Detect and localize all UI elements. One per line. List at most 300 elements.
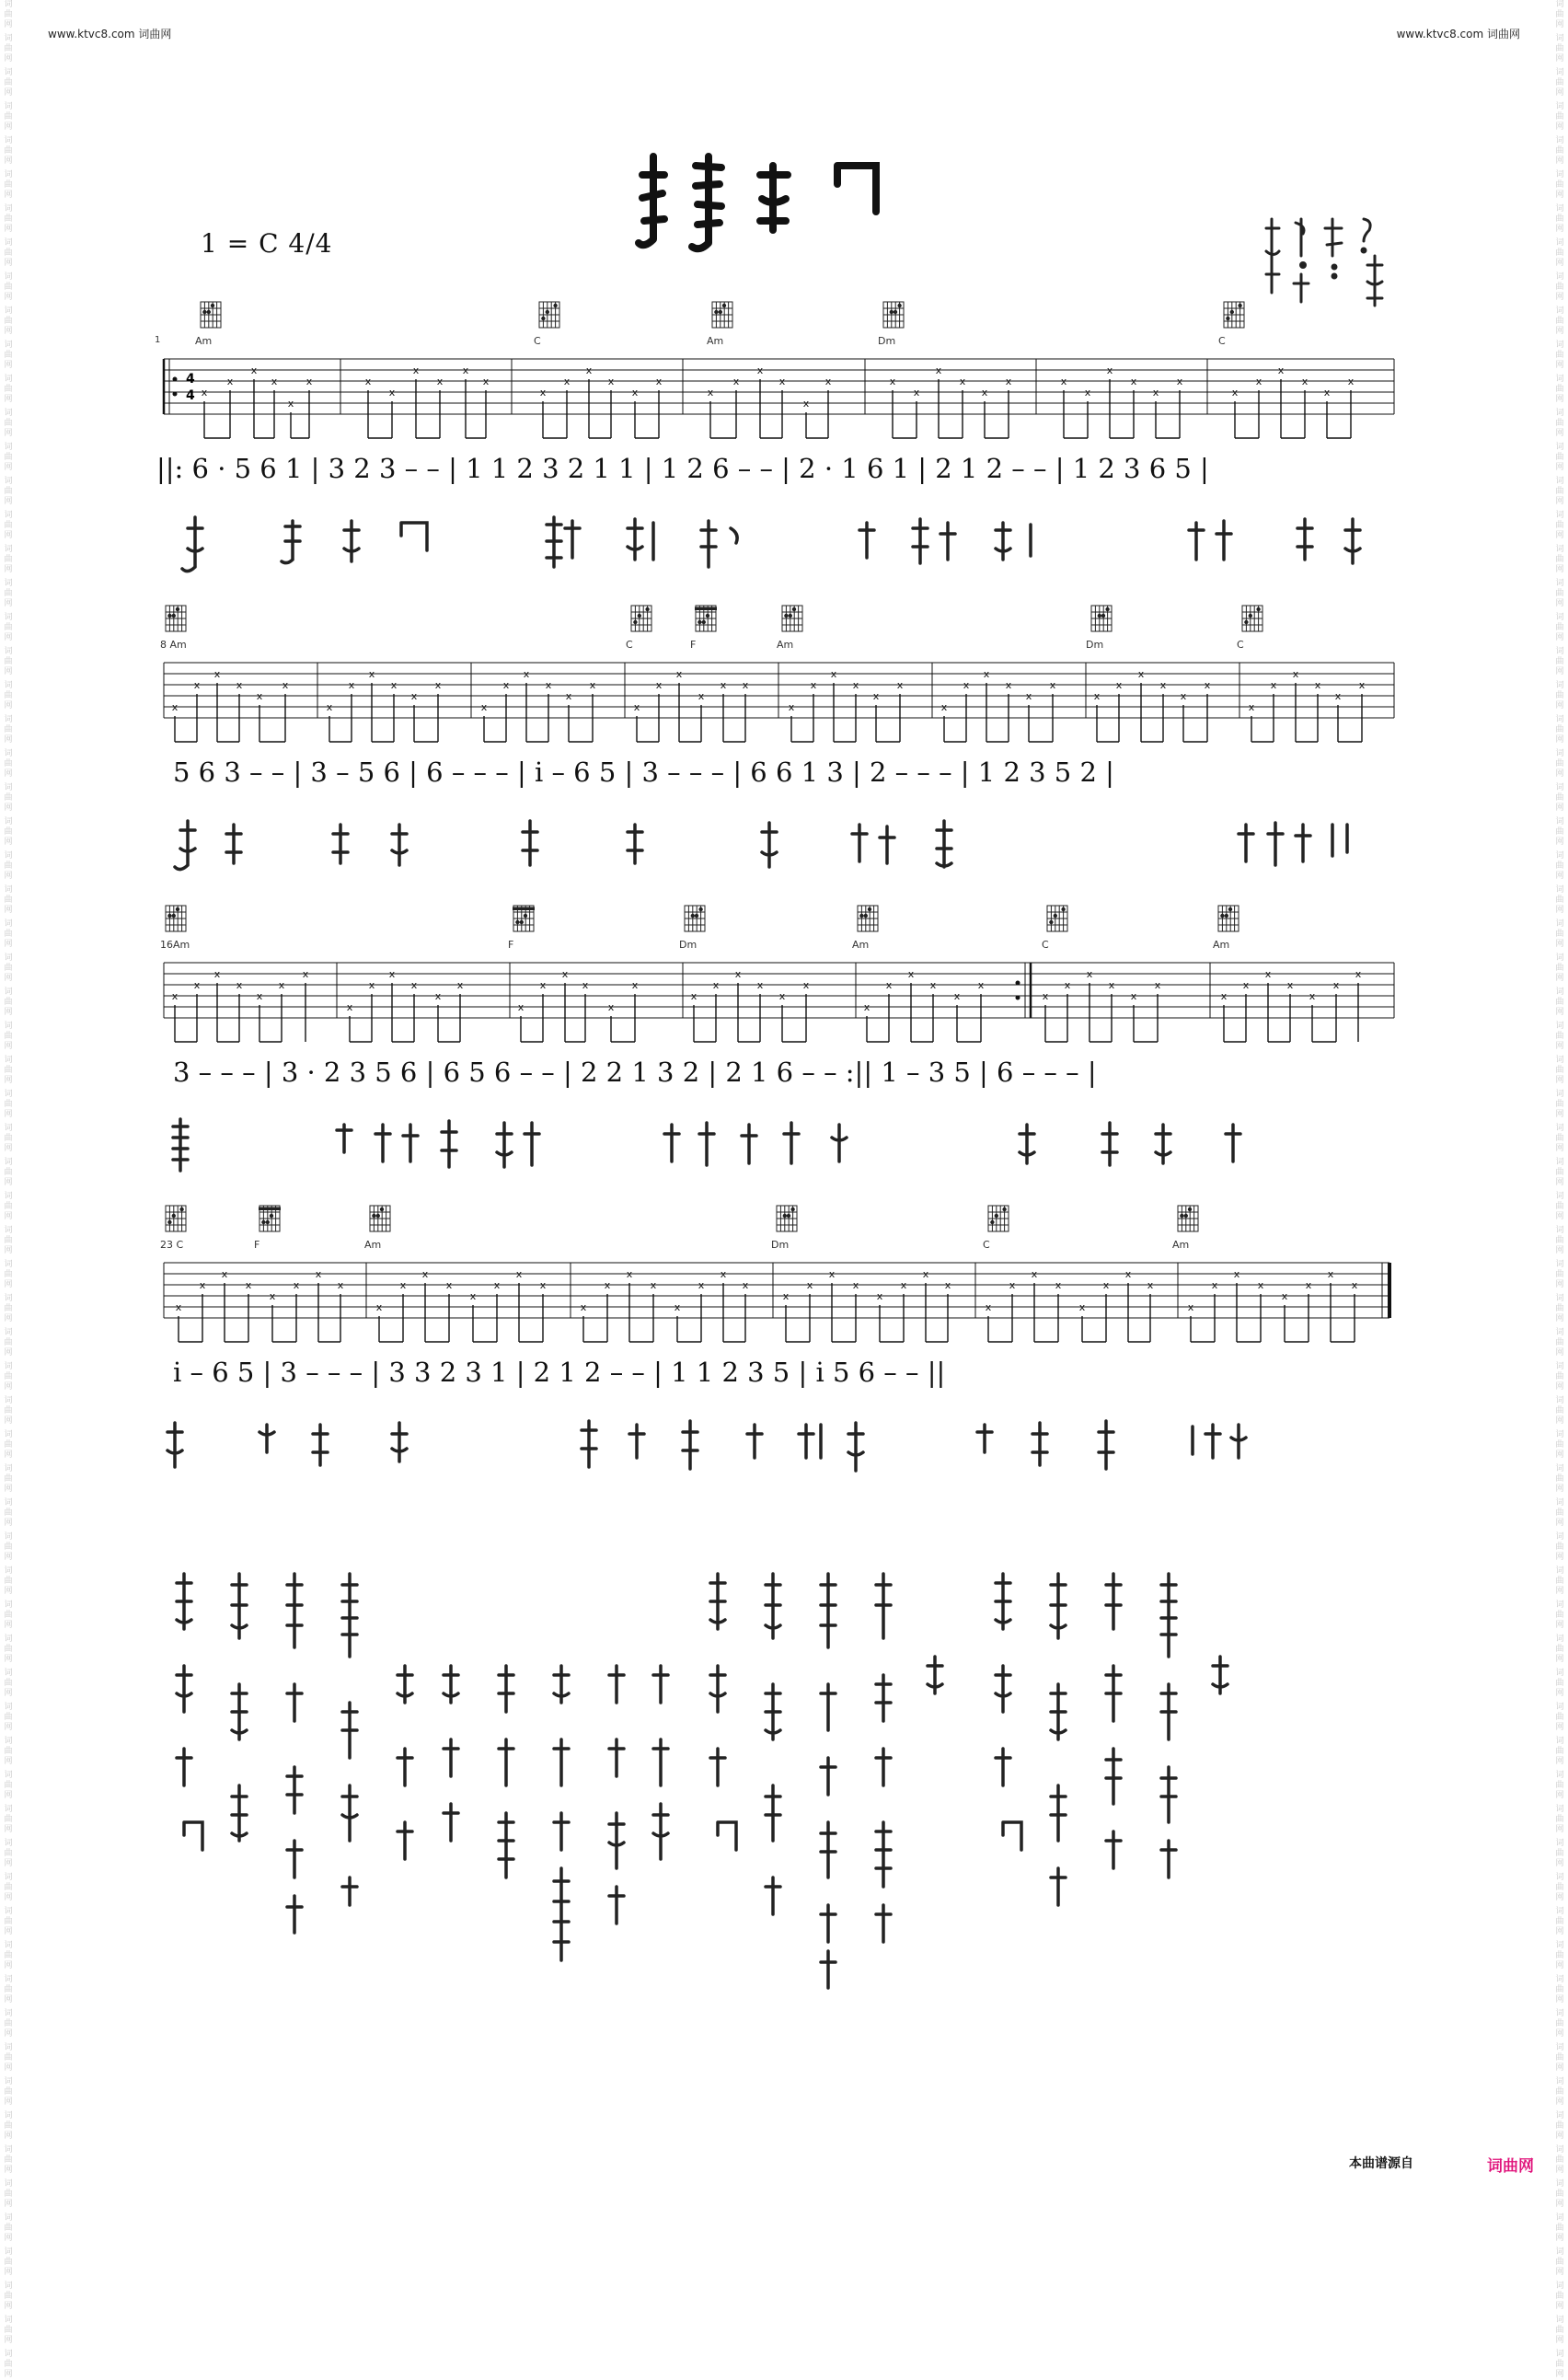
watermark-text: 词曲网: [4, 1294, 13, 1323]
watermark-text: 词曲网: [4, 1328, 13, 1358]
svg-text:x: x: [1332, 979, 1340, 991]
watermark-text: 词曲网: [4, 1975, 13, 2005]
watermark-text: 词曲网: [4, 34, 13, 64]
watermark-text: 词曲网: [1555, 647, 1564, 676]
svg-text:x: x: [480, 701, 488, 713]
svg-text:x: x: [539, 387, 547, 399]
watermark-text: 词曲网: [4, 2009, 13, 2039]
chord-diagram-c: 23 C: [162, 1200, 199, 1241]
svg-text:x: x: [469, 1290, 477, 1302]
svg-text:x: x: [830, 668, 837, 680]
site-url-left[interactable]: www.ktvc8.com 词曲网: [48, 28, 172, 40]
svg-text:x: x: [278, 979, 285, 991]
watermark-text: 词曲网: [1555, 1022, 1564, 1051]
svg-text:x: x: [940, 701, 948, 713]
svg-text:x: x: [410, 979, 418, 991]
watermark-text: 词曲网: [4, 1805, 13, 1834]
svg-text:x: x: [698, 1279, 705, 1291]
watermark-text: 词曲网: [4, 409, 13, 438]
watermark-text: 词曲网: [1555, 2316, 1564, 2345]
verse-lyrics-block-3: [985, 1565, 1261, 1951]
svg-text:x: x: [375, 1301, 383, 1313]
svg-text:x: x: [604, 1279, 611, 1291]
svg-text:x: x: [1187, 1301, 1194, 1313]
svg-text:x: x: [953, 990, 961, 1002]
svg-text:x: x: [788, 701, 795, 713]
watermark-text: 词曲网: [1555, 1328, 1564, 1358]
verse-lyrics-block-1: [156, 1565, 672, 1988]
chord-diagram-row: 1 Am C Am Dm C: [156, 296, 1399, 353]
svg-text:x: x: [698, 690, 705, 702]
svg-text:x: x: [655, 679, 663, 691]
svg-text:x: x: [563, 375, 571, 387]
svg-text:x: x: [1264, 968, 1272, 980]
watermark-text: 词曲网: [1555, 1669, 1564, 1698]
watermark-text: 词曲网: [4, 953, 13, 983]
watermark-text: 词曲网: [4, 102, 13, 132]
svg-text:x: x: [650, 1279, 657, 1291]
watermark-text: 词曲网: [1555, 2213, 1564, 2243]
svg-text:x: x: [913, 387, 920, 399]
svg-text:x: x: [582, 979, 589, 991]
guitar-tab-staff: [156, 657, 1399, 749]
svg-text:x: x: [315, 1268, 322, 1280]
svg-text:x: x: [778, 375, 786, 387]
chord-diagram-am: Am: [366, 1200, 403, 1241]
svg-text:x: x: [889, 375, 896, 387]
key-signature: 1 = C 4/4: [201, 228, 333, 259]
svg-text:x: x: [983, 668, 990, 680]
watermark-text: 词曲网: [1555, 885, 1564, 915]
svg-text:x: x: [1130, 375, 1137, 387]
svg-text:x: x: [368, 979, 375, 991]
chord-diagram-am: Am: [1215, 900, 1251, 941]
watermark-text: 词曲网: [4, 1430, 13, 1460]
chord-diagram-am: Am: [1174, 1200, 1211, 1241]
svg-text:x: x: [523, 668, 530, 680]
svg-text:x: x: [631, 979, 639, 991]
watermark-text: 词曲网: [4, 238, 13, 268]
watermark-text: 词曲网: [4, 1703, 13, 1732]
svg-text:x: x: [1086, 968, 1093, 980]
svg-text:x: x: [802, 979, 810, 991]
svg-text:x: x: [1154, 979, 1161, 991]
watermark-text: 词曲网: [4, 1907, 13, 1936]
svg-text:x: x: [1060, 375, 1067, 387]
watermark-text: 词曲网: [4, 613, 13, 642]
svg-text:x: x: [981, 387, 988, 399]
watermark-text: 词曲网: [4, 2043, 13, 2073]
chord-diagram-c: C: [985, 1200, 1021, 1241]
watermark-text: 词曲网: [1555, 102, 1564, 132]
chord-diagram-dm: Dm: [773, 1200, 810, 1241]
watermark-text: 词曲网: [1555, 341, 1564, 370]
watermark-text: 词曲网: [1555, 204, 1564, 234]
svg-text:x: x: [1124, 1268, 1132, 1280]
svg-text:x: x: [580, 1301, 587, 1313]
svg-text:x: x: [515, 1268, 523, 1280]
mongolian-lyrics-line: [156, 1412, 1399, 1485]
chord-diagram-am: 16Am: [162, 900, 199, 941]
svg-text:x: x: [782, 1290, 790, 1302]
svg-text:x: x: [1159, 679, 1167, 691]
svg-text:x: x: [778, 990, 786, 1002]
svg-text:x: x: [1049, 679, 1056, 691]
watermark-text: 词曲网: [1555, 1362, 1564, 1392]
watermark-text: 词曲网: [1555, 1294, 1564, 1323]
watermark-text: 词曲网: [4, 136, 13, 166]
svg-text:x: x: [944, 1279, 951, 1291]
svg-text:x: x: [655, 375, 663, 387]
svg-text:x: x: [607, 1001, 615, 1013]
svg-text:x: x: [732, 375, 740, 387]
svg-text:x: x: [1255, 375, 1262, 387]
svg-text:x: x: [1115, 679, 1123, 691]
guitar-tab-staff: [156, 353, 1399, 445]
watermark-text: 词曲网: [1555, 2282, 1564, 2311]
svg-text:x: x: [1323, 387, 1331, 399]
svg-text:x: x: [221, 1268, 228, 1280]
svg-text:x: x: [388, 968, 396, 980]
svg-text:x: x: [900, 1279, 907, 1291]
svg-text:x: x: [935, 364, 942, 376]
svg-text:x: x: [326, 701, 333, 713]
svg-text:x: x: [539, 979, 547, 991]
watermark-text: 词曲网: [4, 1771, 13, 1800]
svg-text:x: x: [1292, 668, 1299, 680]
watermark-text: 词曲网: [4, 1669, 13, 1698]
svg-text:x: x: [633, 701, 640, 713]
svg-text:x: x: [852, 679, 859, 691]
source-site-link[interactable]: 词曲网: [1487, 2157, 1534, 2176]
watermark-text: 词曲网: [1555, 681, 1564, 711]
svg-text:x: x: [434, 990, 442, 1002]
svg-text:x: x: [756, 364, 764, 376]
svg-text:x: x: [517, 1001, 525, 1013]
chord-diagram-c: C: [536, 296, 572, 337]
svg-text:x: x: [885, 979, 893, 991]
watermark-text: 词曲网: [4, 306, 13, 336]
svg-text:x: x: [734, 968, 742, 980]
watermark-text: 词曲网: [4, 2077, 13, 2107]
watermark-text: 词曲网: [4, 272, 13, 302]
chord-diagram-dm: Dm: [1088, 600, 1124, 641]
svg-text:x: x: [199, 1279, 206, 1291]
watermark-text: 词曲网: [1555, 579, 1564, 608]
svg-text:x: x: [675, 668, 683, 680]
watermark-text: 词曲网: [1555, 2350, 1564, 2379]
watermark-text: 词曲网: [4, 885, 13, 915]
watermark-text: 词曲网: [4, 1260, 13, 1289]
watermark-text: 词曲网: [4, 1600, 13, 1630]
svg-text:x: x: [824, 375, 832, 387]
svg-text:x: x: [434, 679, 442, 691]
watermark-text: 词曲网: [4, 1056, 13, 1085]
svg-text:x: x: [1314, 679, 1321, 691]
watermark-text: 词曲网: [1555, 919, 1564, 949]
svg-text:x: x: [876, 1290, 883, 1302]
svg-text:x: x: [1084, 387, 1091, 399]
watermark-text: 词曲网: [1555, 409, 1564, 438]
watermark-text: 词曲网: [4, 1396, 13, 1426]
jianpu-notation-line: i – 6 5 | 3 – – – | 3 3 2 3 1 | 2 1 2 – – | 1 1 2 3 5 | i 5 6 – – ||: [173, 1357, 946, 1388]
watermark-text: 词曲网: [4, 443, 13, 472]
watermark-text: 词曲网: [4, 2213, 13, 2243]
watermark-text: 词曲网: [1555, 1532, 1564, 1562]
watermark-text: 词曲网: [4, 919, 13, 949]
svg-text:x: x: [828, 1268, 836, 1280]
watermark-text: 词曲网: [4, 1090, 13, 1119]
svg-text:x: x: [482, 375, 490, 387]
svg-text:x: x: [390, 679, 398, 691]
svg-text:x: x: [1176, 375, 1183, 387]
svg-text:x: x: [337, 1279, 344, 1291]
svg-text:x: x: [226, 375, 234, 387]
guitar-tab-staff: [156, 957, 1399, 1049]
chord-diagram-dm: Dm: [681, 900, 718, 941]
svg-text:x: x: [1055, 1279, 1062, 1291]
watermark-text: 词曲网: [4, 170, 13, 200]
svg-text:x: x: [707, 387, 714, 399]
svg-text:x: x: [1301, 375, 1309, 387]
watermark-text: 词曲网: [4, 1532, 13, 1562]
svg-text:x: x: [302, 968, 309, 980]
svg-text:x: x: [1347, 375, 1355, 387]
svg-text:x: x: [412, 364, 420, 376]
watermark-text: 词曲网: [1555, 238, 1564, 268]
svg-text:x: x: [631, 387, 639, 399]
svg-text:x: x: [565, 690, 572, 702]
svg-text:x: x: [1242, 979, 1250, 991]
watermark-text: 词曲网: [4, 2316, 13, 2345]
watermark-text: 词曲网: [4, 2111, 13, 2141]
svg-text:x: x: [171, 990, 179, 1002]
watermark-text: 词曲网: [1555, 1056, 1564, 1085]
svg-text:x: x: [896, 679, 904, 691]
svg-text:x: x: [1152, 387, 1159, 399]
watermark-text: 词曲网: [1555, 817, 1564, 847]
watermark-text: 词曲网: [4, 1022, 13, 1051]
watermark-text: 词曲网: [1555, 34, 1564, 64]
svg-text:x: x: [1093, 690, 1101, 702]
svg-text:x: x: [175, 1301, 182, 1313]
svg-text:x: x: [445, 1279, 453, 1291]
svg-text:x: x: [1042, 990, 1049, 1002]
svg-text:x: x: [802, 398, 810, 410]
watermark-text: 词曲网: [1555, 1260, 1564, 1289]
watermark-text: 词曲网: [1555, 2247, 1564, 2277]
chord-diagram-am: Am: [854, 900, 891, 941]
watermark-text: 词曲网: [1555, 272, 1564, 302]
watermark-text: 词曲网: [4, 1192, 13, 1221]
svg-text:x: x: [1286, 979, 1294, 991]
svg-text:x: x: [193, 979, 201, 991]
svg-text:x: x: [852, 1279, 859, 1291]
svg-text:x: x: [742, 1279, 749, 1291]
svg-text:x: x: [213, 668, 221, 680]
watermark-text: 词曲网: [1555, 1430, 1564, 1460]
svg-text:x: x: [1277, 364, 1285, 376]
watermark-text: 词曲网: [4, 2350, 13, 2379]
watermark-text: 词曲网: [1555, 306, 1564, 336]
svg-text:x: x: [502, 679, 510, 691]
svg-text:x: x: [245, 1279, 252, 1291]
watermark-text: 词曲网: [4, 1158, 13, 1187]
svg-text:x: x: [1005, 375, 1012, 387]
svg-text:x: x: [1031, 1268, 1038, 1280]
watermark-text: 词曲网: [4, 715, 13, 745]
svg-text:x: x: [690, 990, 698, 1002]
watermark-text: 词曲网: [4, 749, 13, 779]
svg-text:x: x: [1147, 1279, 1154, 1291]
mongolian-lyrics-line: [156, 1112, 1399, 1185]
watermark-text: 词曲网: [1555, 1090, 1564, 1119]
watermark-text: 词曲网: [1555, 2111, 1564, 2141]
svg-text:x: x: [1211, 1279, 1218, 1291]
svg-text:x: x: [922, 1268, 929, 1280]
svg-text:x: x: [436, 375, 444, 387]
chord-diagram-c: C: [1220, 296, 1257, 337]
watermark-text: 词曲网: [4, 1941, 13, 1970]
watermark-text: 词曲网: [1555, 749, 1564, 779]
svg-text:x: x: [545, 679, 552, 691]
svg-text:x: x: [1078, 1301, 1086, 1313]
watermark-text: 词曲网: [1555, 2145, 1564, 2175]
watermark-text: 词曲网: [1555, 851, 1564, 881]
svg-text:x: x: [1025, 690, 1032, 702]
svg-text:x: x: [1334, 690, 1342, 702]
watermark-text: 词曲网: [4, 477, 13, 506]
watermark-text: 词曲网: [1555, 443, 1564, 472]
score-system-4: [156, 1200, 1399, 1485]
watermark-text: 词曲网: [1555, 511, 1564, 540]
watermark-text: 词曲网: [4, 511, 13, 540]
watermark-text: 词曲网: [1555, 0, 1564, 29]
chord-diagram-f: F: [510, 900, 547, 941]
svg-text:x: x: [462, 364, 469, 376]
watermark-text: 词曲网: [1555, 613, 1564, 642]
svg-text:x: x: [399, 1279, 407, 1291]
svg-text:x: x: [1257, 1279, 1264, 1291]
verse-lyrics-block-2: [699, 1565, 975, 2006]
watermark-text: 词曲网: [4, 0, 13, 29]
watermark-text: 词曲网: [4, 1873, 13, 1902]
svg-text:x: x: [720, 679, 727, 691]
site-url-right[interactable]: www.ktvc8.com 词曲网: [1396, 28, 1520, 40]
chord-diagram-c: C: [1043, 900, 1080, 941]
watermark-text: 词曲网: [4, 988, 13, 1017]
svg-text:x: x: [1108, 979, 1115, 991]
watermark-text: 词曲网: [4, 1362, 13, 1392]
svg-text:x: x: [561, 968, 569, 980]
watermark-text: 词曲网: [1555, 545, 1564, 574]
svg-text:x: x: [1351, 1279, 1358, 1291]
song-title-mongolian-script: [635, 147, 902, 258]
watermark-text: 词曲网: [1555, 1635, 1564, 1664]
svg-text:x: x: [1231, 387, 1239, 399]
svg-text:x: x: [250, 364, 258, 376]
svg-text:x: x: [287, 398, 294, 410]
svg-text:x: x: [1281, 1290, 1288, 1302]
chord-diagram-am: Am: [778, 600, 815, 641]
svg-text:x: x: [1204, 679, 1211, 691]
watermark-text: 词曲网: [1555, 1124, 1564, 1153]
jianpu-notation-line: 3 – – – | 3 · 2 3 5 6 | 6 5 6 – – | 2 2 1 3 2 | 2 1 6 – – :|| 1 – 3 5 | 6 – – – |: [173, 1057, 1097, 1088]
watermark-text: 词曲网: [1555, 1703, 1564, 1732]
watermark-text: 词曲网: [4, 1498, 13, 1528]
svg-text:x: x: [421, 1268, 429, 1280]
watermark-text: 词曲网: [1555, 136, 1564, 166]
watermark-text: 词曲网: [1555, 1873, 1564, 1902]
svg-text:x: x: [368, 668, 375, 680]
svg-text:x: x: [963, 679, 970, 691]
svg-text:x: x: [959, 375, 966, 387]
svg-text:x: x: [1248, 701, 1255, 713]
watermark-text: 词曲网: [4, 1464, 13, 1494]
chord-diagram-am: Am: [709, 296, 745, 337]
svg-text:x: x: [1327, 1268, 1334, 1280]
svg-text:x: x: [985, 1301, 992, 1313]
watermark-text: 词曲网: [1555, 1498, 1564, 1528]
watermark-text: 词曲网: [1555, 2179, 1564, 2209]
watermark-text: 词曲网: [1555, 1226, 1564, 1255]
svg-text:x: x: [236, 979, 243, 991]
score-system-2: [156, 600, 1399, 885]
svg-text:x: x: [1137, 668, 1145, 680]
svg-text:x: x: [756, 979, 764, 991]
watermark-text: 词曲网: [1555, 1941, 1564, 1970]
svg-text:x: x: [1005, 679, 1012, 691]
svg-text:x: x: [410, 690, 418, 702]
svg-text:x: x: [589, 679, 596, 691]
svg-text:x: x: [282, 679, 289, 691]
svg-text:x: x: [271, 375, 278, 387]
svg-text:x: x: [1180, 690, 1187, 702]
watermark-text: 词曲网: [1555, 2009, 1564, 2039]
watermark-text: 词曲网: [4, 2145, 13, 2175]
chord-diagram-f: F: [256, 1200, 293, 1241]
svg-text:x: x: [1106, 364, 1113, 376]
svg-text:x: x: [493, 1279, 501, 1291]
watermark-text: 词曲网: [4, 341, 13, 370]
guitar-tab-staff: [156, 1257, 1399, 1349]
svg-text:x: x: [1009, 1279, 1016, 1291]
watermark-text: 词曲网: [1555, 1805, 1564, 1834]
svg-text:x: x: [364, 375, 372, 387]
svg-text:x: x: [348, 679, 355, 691]
svg-text:x: x: [456, 979, 464, 991]
svg-text:x: x: [626, 1268, 633, 1280]
chord-diagram-c: C: [1239, 600, 1275, 641]
svg-text:x: x: [1102, 1279, 1110, 1291]
watermark-text: 词曲网: [1555, 783, 1564, 813]
chord-diagram-am: 8 Am: [162, 600, 199, 641]
svg-text:x: x: [806, 1279, 813, 1291]
watermark-text: 词曲网: [1555, 1158, 1564, 1187]
chord-diagram-dm: Dm: [880, 296, 917, 337]
jianpu-notation-line: ||: 6 · 5 6 1 | 3 2 3 – – | 1 1 2 3 2 1 1 | 1 2 6 – – | 2 · 1 6 1 | 2 1 2 – – | 1 2 3 6 5 |: [156, 453, 1209, 484]
svg-text:x: x: [929, 979, 937, 991]
svg-text:4: 4: [186, 372, 195, 387]
svg-text:x: x: [1270, 679, 1277, 691]
svg-text:x: x: [674, 1301, 681, 1313]
svg-text:x: x: [193, 679, 201, 691]
watermark-text: 词曲网: [4, 2247, 13, 2277]
svg-text:x: x: [1064, 979, 1071, 991]
watermark-text: 词曲网: [4, 545, 13, 574]
svg-text:x: x: [388, 387, 396, 399]
watermark-text: 词曲网: [4, 68, 13, 98]
